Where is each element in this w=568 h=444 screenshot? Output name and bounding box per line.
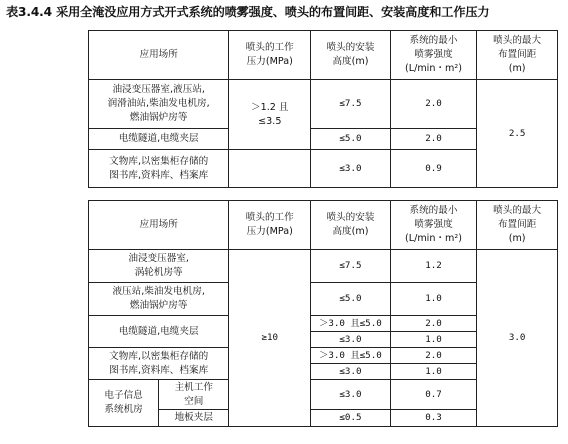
spacing-cell: 3.0 <box>477 250 558 427</box>
place-cell: 文物库,以密集柜存储的 图书库,资料库、档案库 <box>89 150 229 188</box>
spacing-cell: 2.5 <box>477 80 558 188</box>
height-cell: ≤7.5 <box>311 80 391 129</box>
place-cell: 液压站,柴油发电机房, 燃油锅炉房等 <box>89 283 229 316</box>
place-cell: 油浸变压器室,液压站, 润滑油站,柴油发电机房, 燃油锅炉房等 <box>89 80 229 129</box>
pressure-cell: ≥10 <box>229 250 311 427</box>
subplace-cell: 地板夹层 <box>159 410 229 427</box>
intensity-cell: 2.0 <box>390 80 477 129</box>
header-height: 喷头的安装 高度(m) <box>311 31 391 80</box>
header-spacing: 喷头的最大 布置间距 (m) <box>477 31 558 80</box>
table-row <box>89 80 558 129</box>
table-title: 表3.4.4 采用全淹没应用方式开式系统的喷雾强度、喷头的布置间距、安装高度和工作压力 <box>6 5 490 19</box>
place-cell: 文物库,以密集柜存储的 图书库,资料库、档案库 <box>89 348 229 380</box>
intensity-cell: 2.0 <box>390 129 477 150</box>
height-cell: ≤5.0 <box>311 129 391 150</box>
place-cell: 电缆隧道,电缆夹层 <box>89 129 229 150</box>
height-cell: ≤3.0 <box>311 364 391 380</box>
height-cell: ＞3.0 且≤5.0 <box>311 348 391 364</box>
height-cell: ＞3.0 且≤5.0 <box>311 316 391 332</box>
height-cell: ≤5.0 <box>311 283 391 316</box>
header-intensity: 系统的最小 喷雾强度 (L/min・m²) <box>390 201 477 250</box>
table-row <box>89 250 558 283</box>
intensity-cell: 2.0 <box>390 316 477 332</box>
header-place: 应用场所 <box>89 31 229 80</box>
height-cell: ≤3.0 <box>311 150 391 188</box>
intensity-cell: 1.0 <box>390 332 477 348</box>
header-spacing: 喷头的最大 布置间距 (m) <box>477 201 558 250</box>
header-row <box>89 201 558 250</box>
spray-parameter-table-2 <box>88 200 558 427</box>
height-cell: ≤3.0 <box>311 380 391 410</box>
spray-parameter-table-1 <box>88 30 558 188</box>
place-cell: 电缆隧道,电缆夹层 <box>89 316 229 348</box>
header-height: 喷头的安装 高度(m) <box>311 201 391 250</box>
pressure-cell: ＞1.2 且 ≤3.5 <box>229 80 311 150</box>
intensity-cell: 1.2 <box>390 250 477 283</box>
header-pressure: 喷头的工作 压力(MPa) <box>229 201 311 250</box>
intensity-cell: 0.3 <box>390 410 477 427</box>
height-cell: ≤7.5 <box>311 250 391 283</box>
header-row <box>89 31 558 80</box>
intensity-cell: 0.7 <box>390 380 477 410</box>
group-cell: 电子信息 系统机房 <box>89 380 159 427</box>
intensity-cell: 1.0 <box>390 283 477 316</box>
header-intensity: 系统的最小 喷雾强度 (L/min・m²) <box>390 31 477 80</box>
header-pressure: 喷头的工作 压力(MPa) <box>229 31 311 80</box>
pressure-cell-empty <box>229 150 311 188</box>
header-place: 应用场所 <box>89 201 229 250</box>
place-cell: 油浸变压器室, 涡轮机房等 <box>89 250 229 283</box>
height-cell: ≤0.5 <box>311 410 391 427</box>
subplace-cell: 主机工作 空间 <box>159 380 229 410</box>
intensity-cell: 2.0 <box>390 348 477 364</box>
intensity-cell: 0.9 <box>390 150 477 188</box>
intensity-cell: 1.0 <box>390 364 477 380</box>
height-cell: ≤3.0 <box>311 332 391 348</box>
